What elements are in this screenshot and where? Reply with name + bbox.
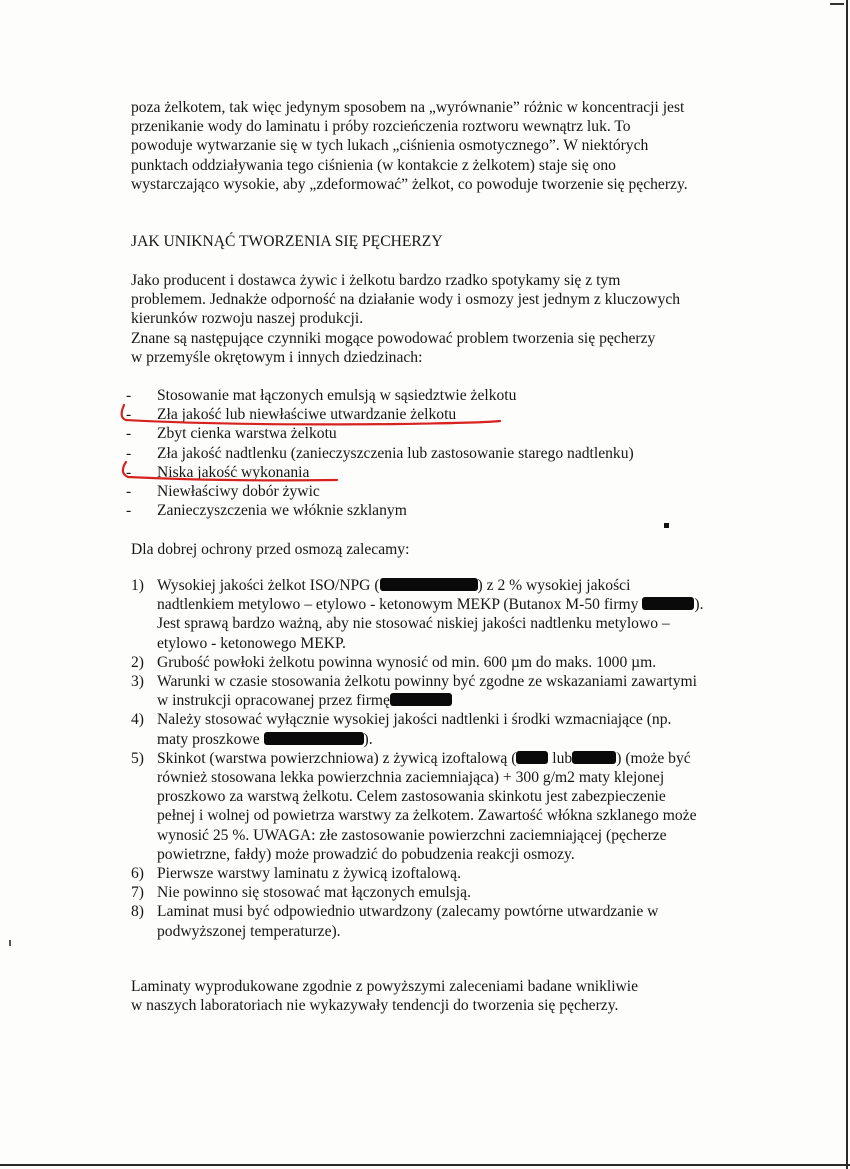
recommendations-list <box>131 576 751 941</box>
list-item <box>126 444 686 463</box>
text-line: przenikanie wody do laminatu i próby rozcieńczenia roztworu wewnątrz luk. To <box>131 118 631 136</box>
text-line: Jako producent i dostawca żywic i żelkotu bardzo rzadko spotykamy się z tym <box>131 272 621 289</box>
text-line: pełnej i wolnej od powietrza warstwy za żelkotem. Zawartość włókna szklanego może <box>157 807 697 825</box>
list-item-text: Zanieczyszczenia we włóknie szklanym <box>157 502 407 520</box>
scan-edge-right <box>846 0 848 1169</box>
item-number: 6) <box>131 865 144 883</box>
list-item-text: Niska jakość wykonania <box>157 463 310 481</box>
list-item <box>131 576 751 653</box>
list-item-text: Zła jakość nadtlenku (zanieczyszczenia lub zastosowanie starego nadtlenku) <box>157 444 634 462</box>
list-dash: - <box>126 444 132 462</box>
list-item <box>131 672 751 710</box>
text-line: punktach oddziaływania tego ciśnienia (w kontakcie z żelkotem) staje się ono <box>131 156 616 174</box>
producer-paragraph <box>131 271 680 367</box>
advice-intro: Dla dobrej ochrony przed osmozą zalecamy: <box>131 541 410 558</box>
redaction-block <box>264 732 364 745</box>
redaction-block <box>380 578 478 591</box>
list-item <box>131 902 751 940</box>
scan-speck <box>9 940 11 946</box>
text-line: problemem. Jednakże odporność na działanie wody i osmozy jest jednym z kluczowych <box>131 291 681 309</box>
text-line: proszkowo za warstwą żelkotu. Celem zastosowania skinkotu jest zabezpieczenie <box>157 788 666 806</box>
list-item <box>126 501 686 520</box>
section-heading: JAK UNIKNĄĆ TWORZENIA SIĘ PĘCHERZY <box>131 233 443 250</box>
text-line: etylowo - ketonowego MEKP. <box>157 634 346 652</box>
text-line: podwyższonej temperaturze). <box>157 922 341 940</box>
list-item <box>126 463 686 482</box>
scan-edge-top <box>830 3 844 5</box>
item-number: 4) <box>131 711 144 729</box>
list-item <box>131 864 751 883</box>
text-fragment: ) z 2 % wysokiej jakości <box>477 577 631 594</box>
intro-paragraph <box>131 98 688 194</box>
text-fragment: maty proszkowe <box>157 730 260 748</box>
text-fragment: ) (może być <box>616 749 691 767</box>
text-line: wynosić 25 %. UWAGA: złe zastosowanie powierzchni zaciemniającej (pęcherze <box>157 826 667 844</box>
text-line: wystarczająco wysokie, aby „zdeformować” żelkot, co powoduje tworzenie się pęcherzy. <box>131 175 688 193</box>
redaction-block <box>390 693 452 706</box>
scan-edge-bottom <box>0 1164 850 1166</box>
list-dash: - <box>126 406 132 424</box>
text-line: Należy stosować wyłącznie wysokiej jakości nadtlenki i środki wzmacniające (np. <box>157 711 672 729</box>
text-line: powietrzne, fałdy) może prowadzić do pobudzenia reakcji osmozy. <box>157 845 575 863</box>
closing-paragraph <box>131 977 638 1015</box>
item-number: 7) <box>131 884 144 902</box>
list-item <box>126 386 686 405</box>
list-item <box>131 710 751 748</box>
text-line: Jest sprawą bardzo ważną, aby nie stosować niskiej jakości nadtlenku metylowo – <box>157 615 670 633</box>
text-line: również stosowana lekka powierzchnia zaciemniająca) + 300 g/m2 maty klejonej <box>157 769 665 787</box>
item-number: 1) <box>131 577 144 594</box>
text-line: w naszych laboratoriach nie wykazywały tendencji do tworzenia się pęcherzy. <box>131 997 619 1015</box>
scan-speck <box>664 523 669 528</box>
item-number: 8) <box>131 903 144 921</box>
list-item <box>126 482 686 501</box>
text-line: Warunki w czasie stosowania żelkotu powinny być zgodne ze wskazaniami zawartymi <box>157 673 698 691</box>
text-line: Nie powinno się stosować mat łączonych emulsją. <box>157 884 471 902</box>
list-item-text: Niewłaściwy dobór żywic <box>157 482 320 500</box>
list-dash: - <box>126 502 132 520</box>
text-line: poza żelkotem, tak więc jedynym sposobem na „wyrównanie” różnic w koncentracji jest <box>131 99 685 116</box>
list-item <box>126 405 686 424</box>
list-dash: - <box>126 482 132 500</box>
list-item <box>131 749 751 864</box>
text-line: w przemyśle okrętowym i innych dziedzinach: <box>131 348 423 366</box>
text-fragment: nadtlenkiem metylowo – etylowo - ketonowym MEKP (Butanox M-50 firmy <box>157 596 639 614</box>
redaction-block <box>516 751 548 764</box>
item-number: 3) <box>131 673 144 691</box>
list-item <box>131 653 751 672</box>
list-item-text: Zbyt cienka warstwa żelkotu <box>157 425 337 443</box>
item-number: 2) <box>131 653 144 671</box>
causes-list <box>126 386 686 520</box>
text-line: Pierwsze warstwy laminatu z żywicą izoftalową. <box>157 865 461 883</box>
item-number: 5) <box>131 749 144 767</box>
list-dash: - <box>126 463 132 481</box>
list-item-text: Zła jakość lub niewłaściwe utwardzanie żelkotu <box>157 406 457 424</box>
text-fragment: w instrukcji opracowanej przez firmę <box>157 692 390 710</box>
text-line: powoduje wytwarzanie się w tych lukach „ciśnienia osmotycznego”. W niektórych <box>131 137 649 155</box>
text-fragment: ). <box>363 730 373 748</box>
text-fragment: lub <box>552 749 573 767</box>
text-line: Laminaty wyprodukowane zgodnie z powyższymi zaleceniami badane wnikliwie <box>131 978 639 995</box>
list-dash: - <box>126 387 132 404</box>
text-line: Znane są następujące czynniki mogące powodować problem tworzenia się pęcherzy <box>131 329 656 347</box>
redaction-block <box>642 597 694 610</box>
text-line: Grubość powłoki żelkotu powinna wynosić od min. 600 µm do maks. 1000 µm. <box>157 653 657 671</box>
list-item <box>126 424 686 443</box>
text-line: Laminat musi być odpowiednio utwardzony (zalecamy powtórne utwardzanie w <box>157 903 659 921</box>
text-fragment: Skinkot (warstwa powierzchniowa) z żywicą izoftalową ( <box>157 749 517 767</box>
list-item <box>131 883 751 902</box>
text-fragment: ). <box>694 596 704 614</box>
list-item-text: Stosowanie mat łączonych emulsją w sąsiedztwie żelkotu <box>157 387 517 404</box>
text-fragment: Wysokiej jakości żelkot ISO/NPG ( <box>157 577 380 594</box>
list-dash: - <box>126 425 132 443</box>
text-line: kierunków rozwoju naszej produkcji. <box>131 310 364 328</box>
redaction-block <box>572 751 616 764</box>
